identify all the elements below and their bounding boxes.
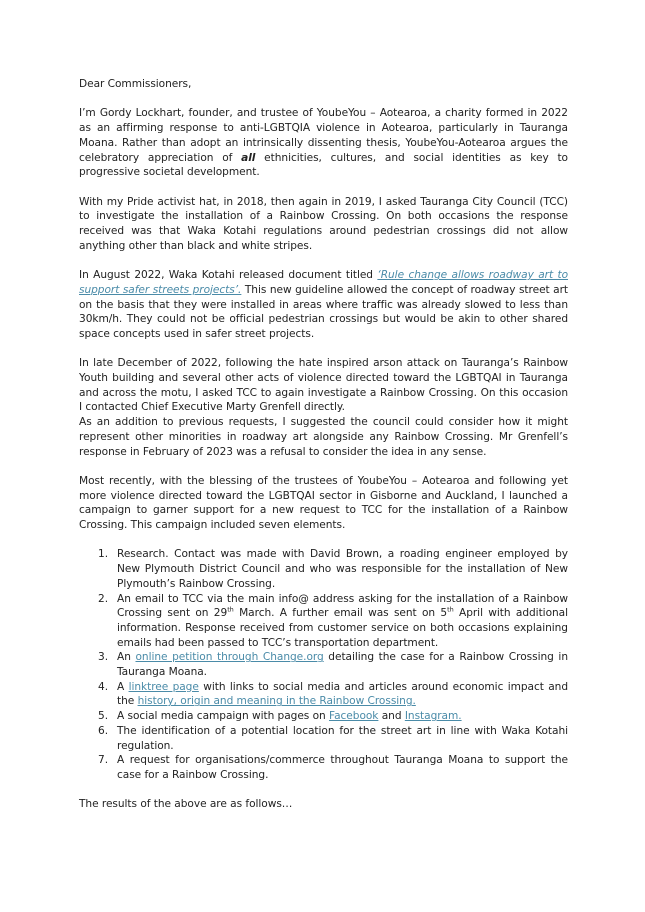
list-item: 1. Research. Contact was made with David Brown, a roading engineer employed by New Plymouth District Council and who was responsible for the installation of New Plymouth’s Rainbow Crossing. [98, 548, 568, 590]
rule-change-link[interactable]: ‘Rule change allows roadway art to support safer streets projects’. [79, 269, 569, 296]
list-item: 4. A linktree page with links to social media and articles around economic impact and the history, origin and meaning in the Rainbow Crossing. [98, 680, 569, 708]
rainbow-crossing-history-link[interactable]: history, origin and meaning in the Rainbow Crossing. [137, 695, 416, 708]
addition-paragraph: As an addition to previous requests, I suggested the council could consider how it might represent other minorities in roadway art alongside any Rainbow Crossing. Mr Grenfell’s response in February of 2023 was a refusal to consider the idea in any sense. [79, 416, 568, 458]
list-item: 6. The identification of a potential location for the street art in line with Waka Kotahi regulation. [98, 724, 568, 752]
letter-body [79, 77, 568, 812]
list-item: 7. A request for organisations/commerce throughout Tauranga Moana to support the case for a Rainbow Crossing. [98, 754, 568, 781]
closing-line: The results of the above are as follows… [79, 798, 293, 811]
instagram-link[interactable]: Instagram. [404, 710, 462, 723]
emphasis-all: all [241, 151, 256, 164]
linktree-link[interactable]: linktree page [128, 680, 199, 693]
pride-paragraph: With my Pride activist hat, in 2018, then again in 2019, I asked Tauranga City Council (TCC) to investigate the installation of a Rainbow Crossing. On both occasions the response received was that Waka Kotahi regulations around pedestrian crossings did not allow anything other than black and white stripes. [79, 195, 568, 252]
august-paragraph: In August 2022, Waka Kotahi released document titled ‘Rule change allows roadway art to support safer streets projects’. This new guideline allowed the concept of roadway street art on the basis that they were installed in areas where traffic was already slowed to less than 30km/h. They could not be official pedestrian crossings but would be akin to other shared space concepts used in safer street projects. [79, 269, 569, 340]
salutation: Dear Commissioners, [79, 78, 192, 90]
december-paragraph: In late December of 2022, following the hate inspired arson attack on Tauranga’s Rainbow Youth building and several other acts of violence directed toward the LGBTQAI in Tauranga and across the motu, I asked TCC to again investigate a Rainbow Crossing. On this occasion I contacted Chief Executive Marty Grenfell directly. [79, 357, 568, 414]
list-item: 3. An online petition through Change.org detailing the case for a Rainbow Crossing in Tauranga Moana. [98, 651, 568, 679]
intro-paragraph: I’m Gordy Lockhart, founder, and trustee of YoubeYou – Aotearoa, a charity formed in 2022 as an affirming response to anti-LGBTQIA violence in Aotearoa, particularly in Tauranga Moana. Rather than adopt an intrinsically dissenting thesis, YoubeYou-Aotearoa argues the celebratory appreciation of all ethnicities, cultures, and social identities as key to progressive societal development. [79, 107, 568, 179]
list-item: 2. An email to TCC via the main info@ address asking for the installation of a Rainbow Crossing sent on 29th March. A further email was sent on 5th April with additional information. Response received from customer service on both occasions explaining emails had been passed to TCC’s transportation department. [98, 592, 568, 649]
recent-paragraph: Most recently, with the blessing of the trustees of YoubeYou – Aotearoa and following yet more violence directed toward the LGBTQAI sector in Gisborne and Auckland, I launched a campaign to garner support for a new request to TCC for the installation of a Rainbow Crossing. This campaign included seven elements. [79, 474, 568, 532]
list-item: 5. A social media campaign with pages on Facebook and Instagram. [98, 710, 462, 723]
change-org-petition-link[interactable]: online petition through Change.org [135, 651, 324, 664]
facebook-link[interactable]: Facebook [329, 710, 379, 723]
campaign-elements-list [79, 547, 568, 782]
